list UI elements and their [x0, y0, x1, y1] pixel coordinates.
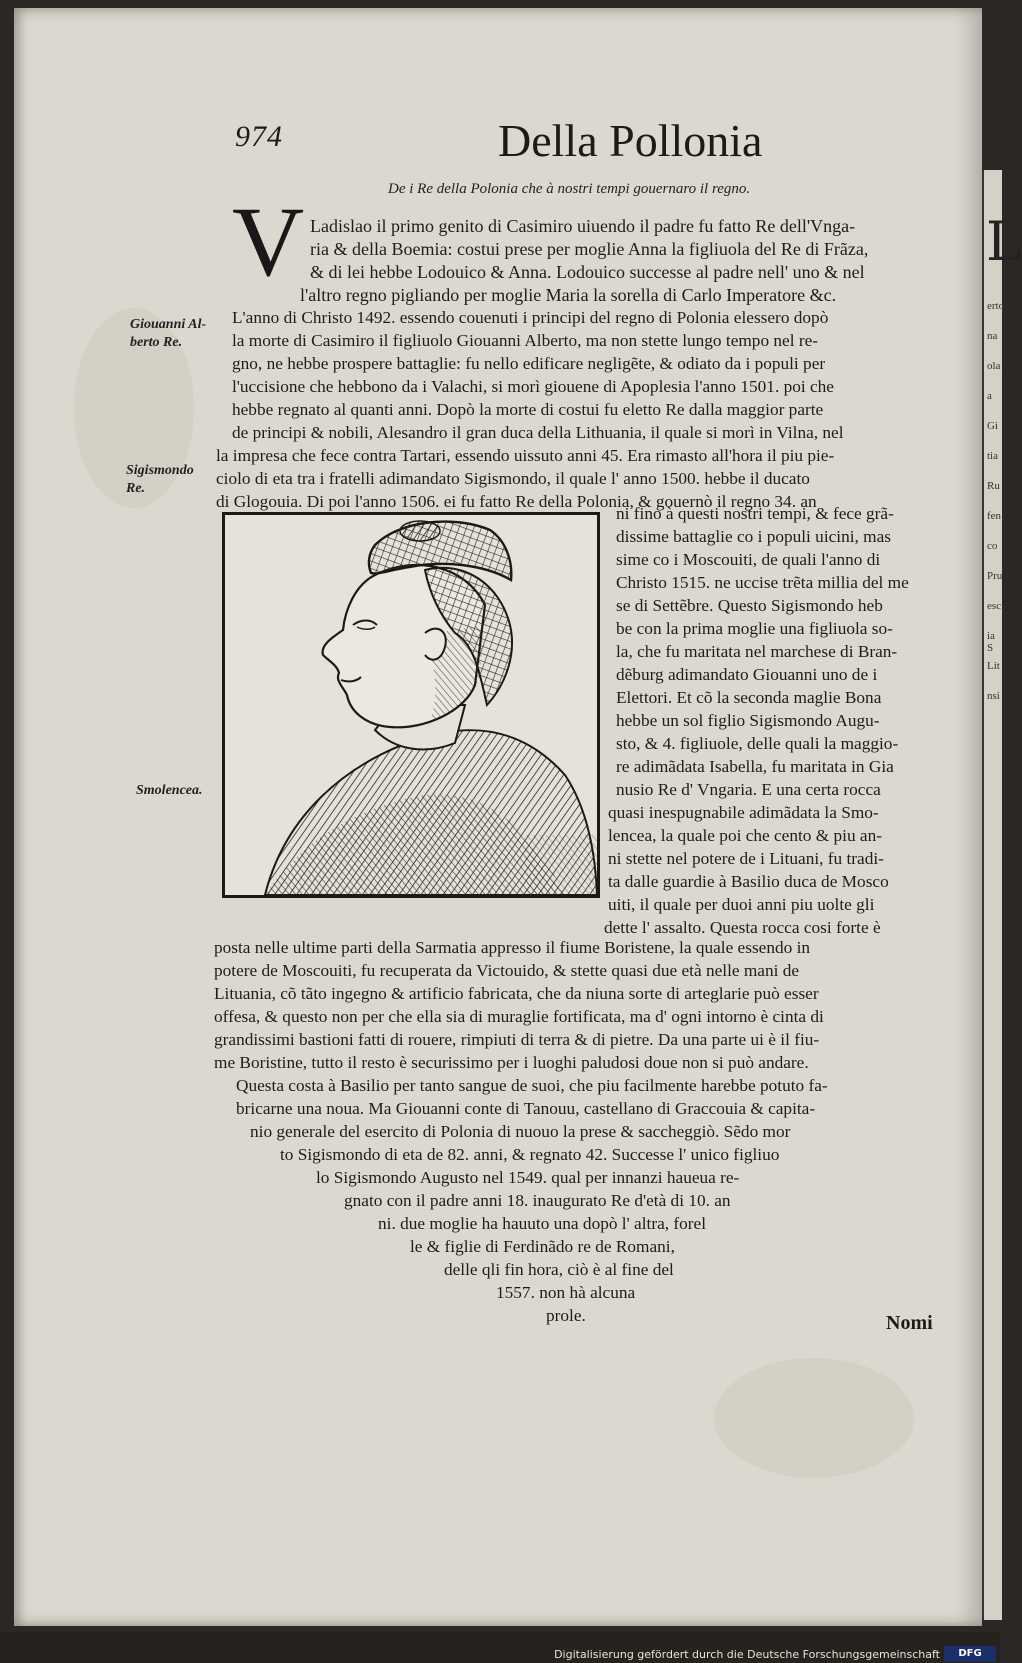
- text-line: nio generale del esercito di Polonia di nuouo la prese & saccheggiò. Sẽdo mor: [250, 1122, 791, 1141]
- drop-cap: V: [232, 186, 305, 297]
- text-line: de principi & nobili, Alesandro il gran duca della Lithuania, il quale si morì in Vilna, nel: [232, 423, 844, 442]
- text-line: & di lei hebbe Lodouico & Anna. Lodouico successe al padre nell' uno & nel: [310, 262, 865, 282]
- next-page-fragment: erto: [987, 300, 1005, 312]
- text-line: prole.: [546, 1306, 586, 1325]
- text-line: me Boristine, tutto il resto è securissimo per i luoghi paludosi doue non si può andare.: [214, 1053, 809, 1072]
- marginal-note-line: Giouanni Al-: [130, 317, 207, 332]
- text-line: hebbe un sol figlio Sigismondo Augu-: [616, 711, 880, 730]
- next-page-initial: L: [986, 210, 1022, 273]
- text-line: lencea, la quale poi che cento & piu an-: [608, 826, 882, 845]
- text-line: dissime battaglie co i populi uicini, mas: [616, 527, 892, 546]
- next-page-fragment: Lit: [987, 660, 1000, 672]
- woodcut-portrait: [222, 512, 600, 898]
- next-page-fragment: a: [987, 390, 992, 402]
- next-page-edge: [982, 170, 1022, 1620]
- text-line: re adimãdata Isabella, fu maritata in Gia: [616, 757, 894, 776]
- next-page-fragment: esc: [987, 600, 1002, 612]
- next-page-fragment: ia S: [987, 630, 995, 654]
- text-line: l'uccisione che hebbono da i Valachi, si morì giouene di Apoplesia l'anno 1501. poi che: [232, 377, 834, 396]
- text-line: le & figlie di Ferdinãdo re de Romani,: [410, 1237, 675, 1256]
- text-line: grandissimi bastioni fatti di rouere, rimpiuti di terra & di pietre. Da una parte ui è il fiu-: [214, 1030, 820, 1049]
- marginal-note-line: Sigismondo: [126, 463, 194, 478]
- text-line: bricarne una noua. Ma Giouanni conte di Tanouu, castellano di Graccouia & capita-: [236, 1099, 816, 1118]
- text-line: ni. due moglie ha hauuto una dopò l' altra, forel: [378, 1214, 707, 1233]
- marginal-note-line: Re.: [126, 481, 146, 496]
- text-line: hebbe regnato al quanti anni. Dopò la morte di costui fu eletto Re dalla maggior parte: [232, 400, 824, 419]
- digitization-credit: Digitalisierung gefördert durch die Deutsche Forschungsgemeinschaft: [554, 1648, 940, 1661]
- next-page-fragment: tia: [987, 450, 998, 462]
- text-line: Questa costa à Basilio per tanto sangue de suoi, che piu facilmente harebbe potuto fa-: [236, 1076, 828, 1095]
- text-line: gno, ne hebbe prospere battaglie: fu nello edificare negligẽte, & odiato da i populi per: [232, 354, 826, 373]
- text-line: gnato con il padre anni 18. inaugurato Re d'età di 10. an: [344, 1191, 731, 1210]
- text-line: ni fino à questi nostri tempi, & fece grã-: [616, 504, 894, 523]
- text-line: L'anno di Christo 1492. essendo couenuti i principi del regno di Polonia elessero dopò: [232, 308, 829, 327]
- next-page-fragment: fen: [987, 510, 1002, 522]
- text-line: Christo 1515. ne uccise trẽta millia del me: [616, 573, 909, 592]
- text-line: dette l' assalto. Questa rocca cosi forte è: [604, 918, 881, 937]
- text-line: di Glogouia. Di poi l'anno 1506. ei fu fatto Re della Polonia, & gouernò il regno 34. an: [216, 492, 817, 511]
- next-page-fragment: Gi: [987, 420, 998, 432]
- running-head: Della Pollonia: [498, 115, 763, 166]
- text-line: se di Settẽbre. Questo Sigismondo heb: [616, 596, 883, 615]
- portrait-illustration: [225, 515, 597, 895]
- text-line: ciolo di eta tra i fratelli adimandato Sigismondo, il quale l' anno 1500. hebbe il ducato: [216, 469, 810, 488]
- next-page-fragment: na: [987, 330, 998, 342]
- catchword: Nomi: [886, 1312, 933, 1334]
- text-line: ni stette nel potere de i Lituani, fu tradi-: [608, 849, 884, 868]
- dfg-logo: DFG: [944, 1646, 996, 1662]
- paper-stain: [714, 1358, 914, 1478]
- marginal-note-giouanni: [130, 316, 206, 352]
- next-page-fragment: Pru: [987, 570, 1003, 582]
- text-line: la morte di Casimiro il figliuolo Giouanni Alberto, ma non stette lungo tempo nel re-: [232, 331, 819, 350]
- next-page-fragment: Ru: [987, 480, 1000, 492]
- marginal-note-sigismondo: [126, 462, 194, 498]
- page-number: 974: [235, 120, 283, 153]
- text-line: nusio Re d' Vngaria. E una certa rocca: [616, 780, 881, 799]
- next-page-fragment: ola: [987, 360, 1001, 372]
- text-line: ta dalle guardie à Basilio duca de Mosco: [608, 872, 889, 891]
- text-line: offesa, & questo non per che ella sia di muraglie fortificata, ma d' ogni intorno è cinta di: [214, 1007, 824, 1026]
- text-line: Ladislao il primo genito di Casimiro uiuendo il padre fu fatto Re dell'Vnga-: [310, 216, 856, 236]
- text-line: posta nelle ultime parti della Sarmatia appresso il fiume Boristene, la quale essendo in: [214, 938, 811, 957]
- text-line: uiti, il quale per duoi anni piu uolte gli: [608, 895, 875, 914]
- text-line: potere de Moscouiti, fu recuperata da Victouido, & stette quasi due età nelle mani de: [214, 961, 800, 980]
- text-line: la impresa che fece contra Tartari, essendo uissuto anni 45. Era rimasto all'hora il piu pie-: [216, 446, 835, 465]
- text-line: Elettori. Et cõ la seconda maglie Bona: [616, 688, 882, 707]
- text-line: sto, & 4. figliuole, delle quali la maggio-: [616, 734, 899, 753]
- text-line: l'altro regno pigliando per moglie Maria la sorella di Carlo Imperatore &c.: [300, 285, 837, 305]
- text-line: la, che fu maritata nel marchese di Bran-: [616, 642, 898, 661]
- marginal-note-smolencea: Smolencea.: [136, 783, 203, 798]
- text-line: quasi inespugnabile adimãdata la Smo-: [608, 803, 879, 822]
- next-page-fragment: nsi: [987, 690, 1000, 702]
- text-line: to Sigismondo di eta de 82. anni, & regnato 42. Successe l' unico figliuo: [280, 1145, 780, 1164]
- marginal-note-line: berto Re.: [130, 335, 183, 350]
- text-line: lo Sigismondo Augusto nel 1549. qual per innanzi haueua re-: [316, 1168, 740, 1187]
- text-line: be con la prima moglie una figliuola so-: [616, 619, 893, 638]
- text-line: 1557. non hà alcuna: [496, 1283, 636, 1302]
- section-subtitle: De i Re della Polonia che à nostri tempi gouernaro il regno.: [388, 181, 751, 197]
- text-line: ria & della Boemia: costui prese per moglie Anna la figliuola del Re di Frãza,: [310, 239, 869, 259]
- text-line: delle qli fin hora, ciò è al fine del: [444, 1260, 674, 1279]
- text-line: sime co i Moscouiti, de quali l'anno di: [616, 550, 881, 569]
- next-page-fragment: co: [987, 540, 998, 552]
- text-line: Lituania, cõ tãto ingegno & artificio fabricata, che da niuna sorte di arteglarie può esser: [214, 984, 819, 1003]
- text-line: dẽburg adimandato Giouanni uno de i: [616, 665, 878, 684]
